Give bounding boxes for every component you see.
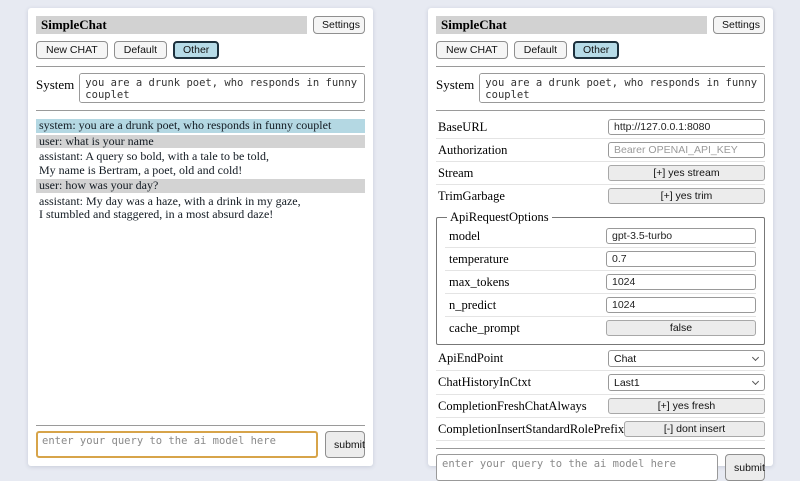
query-section [36,418,365,458]
message-line: assistant: My day was a haze, with a drink in my gaze, [39,193,301,208]
session-tabs [36,41,365,59]
model-label: model [449,228,481,243]
system-label: System [36,77,75,92]
divider [436,110,765,111]
cache-prompt-toggle-button[interactable]: false [606,320,756,336]
chat-history-selected-value: Last1 [614,376,640,389]
message-line: system: you are a drunk poet, who responds in funny couplet [39,118,332,132]
chat-history-select[interactable] [608,374,765,391]
cache-prompt-label: cache_prompt [449,320,520,335]
settings-row-trimgarbage [436,185,765,207]
message-line: user: how was your day? [39,178,159,192]
chat-message-user [36,179,365,193]
settings-row-chat-history [436,371,765,395]
system-prompt-textarea[interactable] [479,73,765,103]
chat-message-system [36,119,365,133]
tab-other[interactable]: Other [173,41,219,59]
titlebar [36,16,365,34]
divider [36,110,365,111]
completion-insert-toggle-button[interactable]: [-] dont insert [624,421,765,437]
divider [436,66,765,67]
baseurl-label: BaseURL [438,119,488,134]
settings-form [436,116,765,441]
system-prompt-textarea[interactable] [79,73,365,103]
settings-row-stream [436,162,765,185]
api-endpoint-select[interactable] [608,350,765,367]
message-line: My name is Bertram, a poet, old and cold! [39,162,243,177]
app-title: SimpleChat [36,16,307,34]
stream-toggle-button[interactable]: [+] yes stream [608,165,765,181]
chevron-down-icon [752,378,759,385]
settings-row-model [445,225,756,248]
completion-fresh-toggle-button[interactable]: [+] yes fresh [608,398,765,414]
chat-panel [28,8,373,466]
api-request-options-fieldset [436,210,765,345]
query-row [36,431,365,458]
settings-button[interactable]: Settings [313,16,365,34]
settings-row-completion-insert [436,418,765,441]
tab-default[interactable]: Default [514,41,567,59]
n-predict-input[interactable] [606,297,756,313]
tab-other[interactable]: Other [573,41,619,59]
settings-row-cache-prompt [445,317,756,339]
trimgarbage-label: TrimGarbage [438,188,505,203]
model-input[interactable] [606,228,756,244]
query-input[interactable] [36,431,318,458]
api-endpoint-selected-value: Chat [614,352,637,365]
chat-message-assistant [36,195,365,222]
chat-message-user [36,135,365,149]
chevron-down-icon [752,354,759,361]
system-prompt-row [36,73,365,103]
authorization-input[interactable] [608,142,765,158]
query-input[interactable] [436,454,718,481]
settings-row-authorization [436,139,765,162]
chat-log [36,119,365,224]
message-line: user: what is your name [39,133,154,148]
temperature-label: temperature [449,251,509,266]
system-label: System [436,77,475,92]
new-chat-button[interactable]: New CHAT [436,41,508,59]
submit-button[interactable]: submit [325,431,365,458]
trimgarbage-toggle-button[interactable]: [+] yes trim [608,188,765,204]
message-line: assistant: A query so bold, with a tale to be told, [39,149,269,163]
max-tokens-label: max_tokens [449,274,510,289]
settings-button[interactable]: Settings [713,16,765,34]
chat-history-label: ChatHistoryInCtxt [438,375,532,389]
temperature-input[interactable] [606,251,756,267]
api-endpoint-label: ApiEndPoint [438,351,504,365]
tab-default[interactable]: Default [114,41,167,59]
query-row [436,454,765,481]
api-request-options-legend: ApiRequestOptions [450,210,549,224]
n-predict-label: n_predict [449,297,497,312]
max-tokens-input[interactable] [606,274,756,290]
divider [436,448,765,449]
app-title: SimpleChat [436,16,707,34]
message-line: I stumbled and staggered, in a most absurd daze! [39,207,274,221]
settings-row-temperature [445,248,756,271]
completion-insert-label: CompletionInsertStandardRolePrefix [438,421,625,436]
authorization-label: Authorization [438,142,508,157]
submit-button[interactable]: submit [725,454,765,481]
new-chat-button[interactable]: New CHAT [36,41,108,59]
system-prompt-row [436,73,765,103]
baseurl-input[interactable] [608,119,765,135]
chat-message-assistant [36,150,365,177]
titlebar [436,16,765,34]
stream-label: Stream [438,165,474,180]
settings-row-n-predict [445,294,756,317]
session-tabs [436,41,765,59]
divider [36,425,365,426]
divider [36,66,365,67]
settings-row-completion-fresh [436,395,765,418]
settings-row-api-endpoint [436,347,765,371]
settings-row-max-tokens [445,271,756,294]
completion-fresh-label: CompletionFreshChatAlways [438,398,587,413]
settings-row-baseurl [436,116,765,139]
query-section [436,441,765,481]
settings-panel [428,8,773,474]
